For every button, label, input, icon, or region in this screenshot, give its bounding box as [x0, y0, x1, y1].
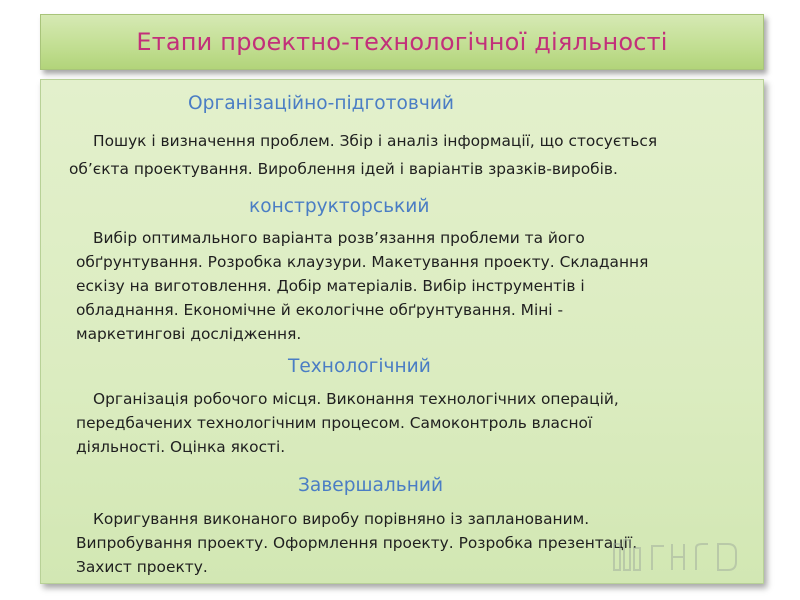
stage-text-line: Коригування виконаного виробу порівняно із запланованим. [93, 510, 590, 528]
stage-text-line: Вибір оптимального варіанта розв’язання проблеми та його [93, 229, 585, 247]
page-title: Етапи проектно-технологічної діяльності [136, 28, 668, 56]
title-banner [40, 14, 764, 70]
stage-heading-final: Завершальний [298, 475, 444, 496]
stage-text-line: обладнання. Економічне й екологічне обґрунтування. Міні - [76, 301, 564, 319]
stage-text-line: Захист проекту. [76, 558, 208, 576]
stage-text-line: обґрунтування. Розробка клаузури. Макетування проекту. Складання [76, 253, 649, 271]
stage-heading-technological: Технологічний [288, 356, 431, 377]
stage-text-line: Випробування проекту. Оформлення проекту. Розробка презентації. [76, 534, 638, 552]
stage-text-line: Пошук і визначення проблем. Збір і аналіз інформації, що стосується [93, 132, 658, 150]
stage-text-line: діяльності. Оцінка якості. [76, 438, 286, 456]
stage-text-line: маркетингові дослідження. [76, 325, 302, 343]
stage-text-line: ескізу на виготовлення. Добір матеріалів. Вибір інструментів і [76, 277, 585, 295]
stage-text-line: Організація робочого місця. Виконання технологічних операцій, [93, 390, 619, 408]
content-panel [40, 79, 764, 584]
stage-text-line: передбачених технологічним процесом. Самоконтроль власної [76, 414, 593, 432]
stage-heading-organizational: Організаційно-підготовчий [188, 93, 454, 114]
stage-text-line: об’єкта проектування. Вироблення ідей і варіантів зразків-виробів. [69, 160, 618, 178]
stage-heading-design: конструкторський [249, 196, 430, 217]
